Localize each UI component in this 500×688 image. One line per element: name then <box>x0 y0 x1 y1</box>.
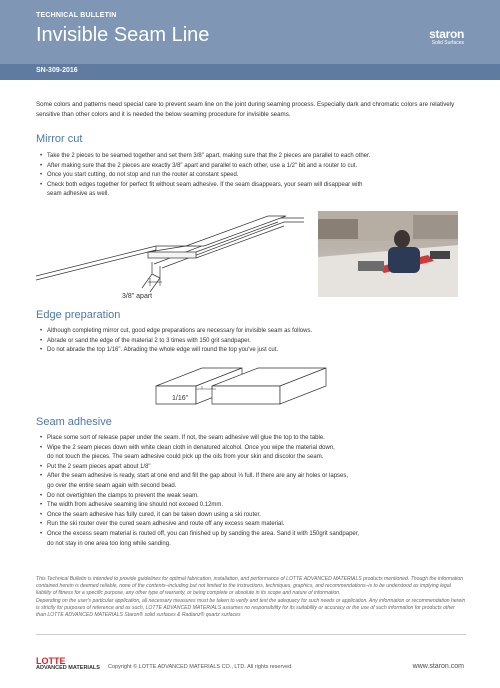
list-item <box>40 530 470 549</box>
website-link[interactable]: www.staron.com <box>412 663 464 670</box>
list-item-line: • Check both edges together for perfect fit without seam adhesive. If the seam disappears, your seam will disappear with <box>47 181 363 188</box>
list-item-line: seam adhesive as well. <box>47 191 110 198</box>
mirror-cut-diagram <box>36 206 306 302</box>
footer-divider <box>36 634 466 635</box>
list-item: • Do not overtighten the clamps to prevent the weak seam. <box>40 492 470 502</box>
lotte-logo-sub: ADVANCED MATERIALS <box>36 665 100 671</box>
list-item <box>40 181 470 200</box>
list-item: • Take the 2 pieces to be seamed together and set them 3/8" apart, making sure that the 2 pieces are parallel to each other. <box>40 152 470 162</box>
list-item: • Place some sort of release paper under the seam. If not, the seam adhesive will glue the top to the table. <box>40 434 470 444</box>
disclaimer-paragraph: Depending on the user's particular application, all necessary measures must be taken to verify and test the adequacy for such needs or application. Any information or recommendation herein is strictly for purposes of reference and as such, LOTTE ADVANCED MATERIALS assumes no responsibility for its suitability or accuracy or the use of such information for products other than LOTTE ADVANCED MATERIALS Staron® solid surfaces & Radianz® quartz surfaces <box>36 597 466 619</box>
disclaimer-paragraph: This Technical Bulletin is intended to provide guidelines for optimal fabrication, installation, and performance of LOTTE ADVANCED MATERIALS products mentioned. Though the information contained herein is deemed reliable, none of the contents–including but not limited to the instructions, techniques, graphics, and recommendations–is to be understood as implying legal liability of fitness for a specific purpose, any other type of warranty, or being complete or absolute in its scope and nature of information. <box>36 576 464 597</box>
lotte-logo-word: LOTTE <box>36 656 66 666</box>
list-item: • Once the seam adhesive has fully cured, it can be taken down using a ski router. <box>40 511 470 521</box>
list-item: • The width from adhesive seaming line should not exceed 0.12mm. <box>40 501 470 511</box>
router-cutting-photo <box>318 211 458 297</box>
bulletin-kicker: TECHNICAL BULLETIN <box>36 12 117 19</box>
section-heading-seam-adhesive: Seam adhesive <box>36 416 112 428</box>
list-item <box>40 444 470 463</box>
list-item-line: do not stay in one area too long while sanding. <box>47 540 171 547</box>
list-item-line: • Once the excess seam material is routed off, you can finished up by sanding the area. Sand it with 150grit sandpaper, <box>47 530 360 537</box>
list-item-line: • After the seam adhesive is ready, start at one end and fill the gap about ⅓ full. If there are any air holes or lapses, <box>47 473 349 480</box>
list-item: • Although completing mirror cut, good edge preparations are necessary for invisible seam as follows. <box>40 327 470 337</box>
list-item: • Run the ski router over the cured seam adhesive and route off any excess seam material. <box>40 520 470 530</box>
edge-preparation-diagram <box>150 364 330 410</box>
document-number: SN-309-2016 <box>36 67 78 74</box>
edge-preparation-list <box>40 327 470 356</box>
section-heading-mirror-cut: Mirror cut <box>36 133 83 145</box>
list-item: • Do not abrade the top 1/16". Abrading the whole edge will round the top you've just cut. <box>40 346 470 356</box>
header-banner <box>0 0 500 64</box>
list-item: • Abrade or sand the edge of the material 2 to 3 times with 150 grit sandpaper. <box>40 337 470 347</box>
list-item: • After making sure that the 2 pieces are exactly 3/8" apart and parallel to each other, use a 1/2" bit and a router to cut. <box>40 162 470 172</box>
list-item: • Put the 2 seam pieces apart about 1/8" <box>40 463 470 473</box>
seam-adhesive-list <box>40 434 470 549</box>
logo-word: staron <box>429 27 464 41</box>
section-heading-edge-preparation: Edge preparation <box>36 309 121 321</box>
page-title: Invisible Seam Line <box>36 24 210 46</box>
document-number-bar <box>0 64 500 80</box>
disclaimer <box>36 576 466 619</box>
diagram-label-3-8-apart: 3/8" apart <box>122 293 153 300</box>
diagram-label-1-16: 1/16" <box>172 395 189 402</box>
list-item-line: go over the entire seam again with second bead. <box>47 482 177 489</box>
list-item-line: • Wipe the 2 seam pieces down with white clean cloth in denatured alcohol. Once you wipe the material down, <box>47 444 335 451</box>
logo-subtitle: Solid Surfaces <box>431 40 464 46</box>
staron-logo <box>429 28 464 47</box>
mirror-cut-list <box>40 152 470 200</box>
lotte-logo <box>36 657 100 672</box>
list-item <box>40 472 470 491</box>
copyright-text: Copyright © LOTTE ADVANCED MATERIALS CO., LTD. All rights reserved. <box>108 664 293 670</box>
intro-paragraph: Some colors and patterns need special care to prevent seam line on the joint during seaming process. Especially dark and chromatic colors are relatively sensitive than other colors and it is needed the below seaming procedure for invisible seams. <box>36 101 455 118</box>
list-item-line: do not touch the pieces. The seam adhesive could pick up the oils from your skin and discolor the seam. <box>47 454 324 461</box>
list-item: • Once you start cutting, do not stop and run the router at constant speed. <box>40 171 470 181</box>
